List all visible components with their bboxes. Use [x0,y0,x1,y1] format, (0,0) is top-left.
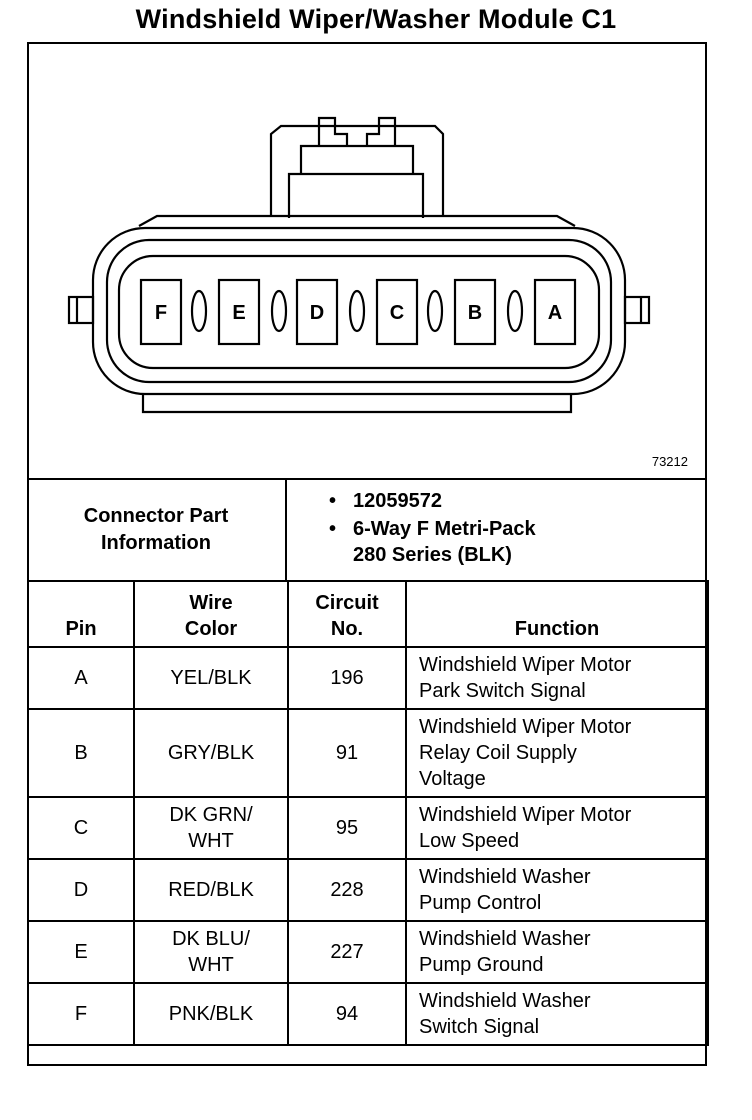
connector-info-item: • 6-Way F Metri-Pack 280 Series (BLK) [329,518,536,566]
function-cell: Windshield Wiper Motor Low Speed [406,797,708,859]
pin-cell: E [28,921,134,983]
connector-part-info [27,478,707,582]
function-cell: Windshield Washer Switch Signal [406,983,708,1045]
connector-diagram [27,42,707,478]
connector-info-label: Connector Part Information [27,480,287,580]
pin-label-a: A [547,302,563,324]
header-circuit: Circuit No. [288,581,406,647]
page-title: Windshield Wiper/Washer Module C1 [135,4,617,34]
pin-cell: F [28,983,134,1045]
table-row [28,709,708,797]
circuit-cell: 228 [288,859,406,921]
table-header-row [28,581,708,647]
function-cell: Windshield Washer Pump Ground [406,921,708,983]
table-row [28,921,708,983]
wire-color-cell: DK BLU/ WHT [134,921,288,983]
pin-label-b: B [467,302,483,324]
table-row [28,859,708,921]
wire-color-cell: YEL/BLK [134,647,288,709]
wire-color-cell: PNK/BLK [134,983,288,1045]
pin-label-e: E [232,302,246,324]
circuit-cell: 227 [288,921,406,983]
table-row [28,983,708,1045]
pin-cell: B [28,709,134,797]
function-cell: Windshield Wiper Motor Park Switch Signal [406,647,708,709]
pin-cell: C [28,797,134,859]
circuit-cell: 94 [288,983,406,1045]
wire-color-cell: RED/BLK [134,859,288,921]
connector-info-item: • 12059572 [329,490,442,512]
circuit-cell: 91 [288,709,406,797]
pin-label-d: D [309,302,325,324]
connector-info-list [327,488,536,570]
bullet-icon: • [329,490,337,512]
pin-label-c: C [389,302,405,324]
pin-label-f: F [154,302,168,324]
table-row [28,647,708,709]
table-row [28,797,708,859]
circuit-cell: 95 [288,797,406,859]
bullet-icon: • [329,518,337,540]
header-wire-color: Wire Color [134,581,288,647]
function-cell: Windshield Washer Pump Control [406,859,708,921]
pin-cell: A [28,647,134,709]
header-function: Function [406,581,708,647]
wire-color-cell: GRY/BLK [134,709,288,797]
header-pin: Pin [28,581,134,647]
pin-table [27,580,709,1046]
figure-number: 73212 [651,454,688,469]
wire-color-cell: DK GRN/ WHT [134,797,288,859]
function-cell: Windshield Wiper Motor Relay Coil Supply Voltage [406,709,708,797]
circuit-cell: 196 [288,647,406,709]
pin-cell: D [28,859,134,921]
